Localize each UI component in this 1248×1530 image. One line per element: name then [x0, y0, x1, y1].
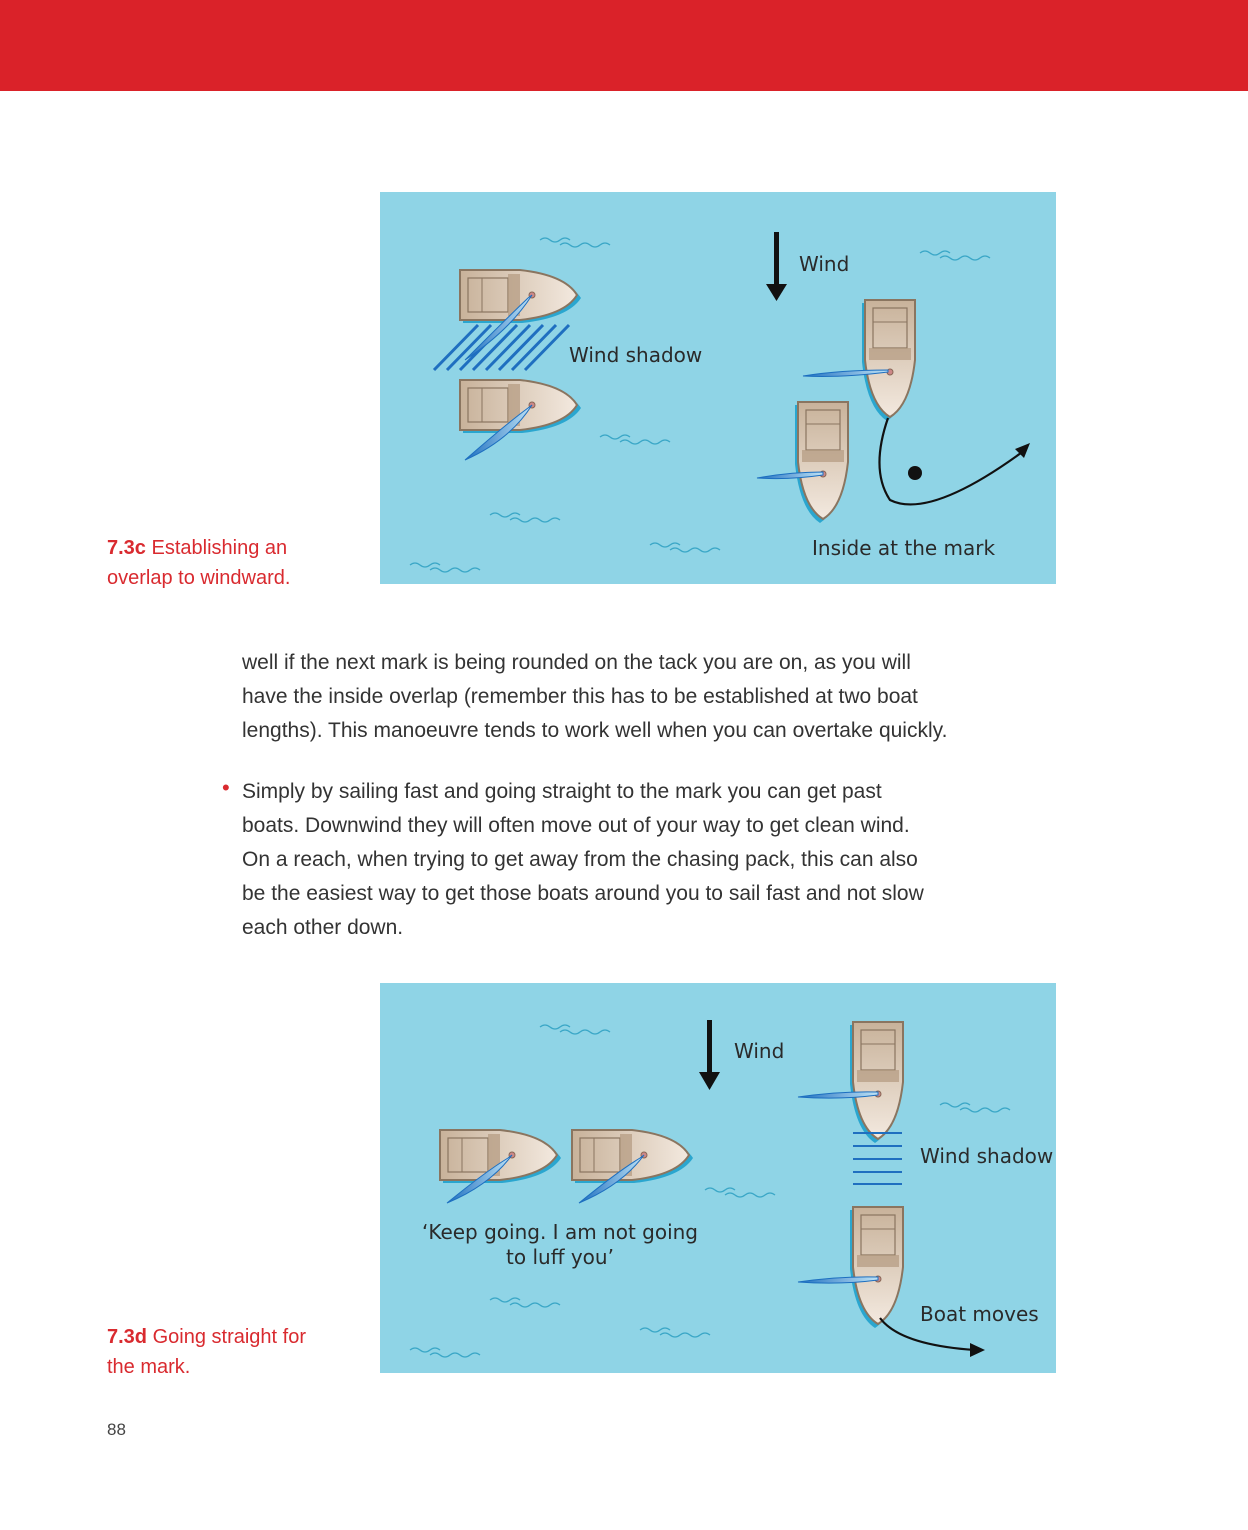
figure-caption-7-3d: 7.3d Going straight for the mark.: [107, 1326, 307, 1378]
quote-line-1: ‘Keep going. I am not going: [421, 1220, 699, 1244]
wind-label: Wind: [734, 1039, 785, 1063]
wind-label: Wind: [799, 252, 850, 276]
inside-mark-label: Inside at the mark: [812, 536, 996, 560]
bullet-paragraph: Simply by sailing fast and going straight to the mark you can get past boats. Downwind they will often move out of your way to get clean wind. On a reach, when trying to get away from the chasing pack, this can also be the easiest way to get those boats around you to sail fast and not slow each other down.: [242, 780, 924, 939]
wind-shadow-label: Wind shadow: [920, 1144, 1054, 1168]
mark-buoy: [908, 466, 922, 480]
wind-shadow-label: Wind shadow: [569, 343, 703, 367]
boat-moves-label: Boat moves: [920, 1302, 1039, 1326]
bullet-icon: •: [222, 775, 230, 800]
figure-7-3d: [380, 983, 1056, 1373]
quote-line-2: to luff you’: [506, 1245, 614, 1269]
figure-caption-7-3c: 7.3c Establishing an overlap to windward.: [107, 537, 291, 589]
page-number: 88: [107, 1420, 126, 1439]
figure-7-3c: [380, 192, 1056, 584]
body-paragraph: well if the next mark is being rounded on the tack you are on, as you will have the inside overlap (remember this has to be established at two boat lengths). This manoeuvre tends to work well when you can overtake quickly.: [242, 651, 948, 742]
header-band: [0, 0, 1248, 91]
